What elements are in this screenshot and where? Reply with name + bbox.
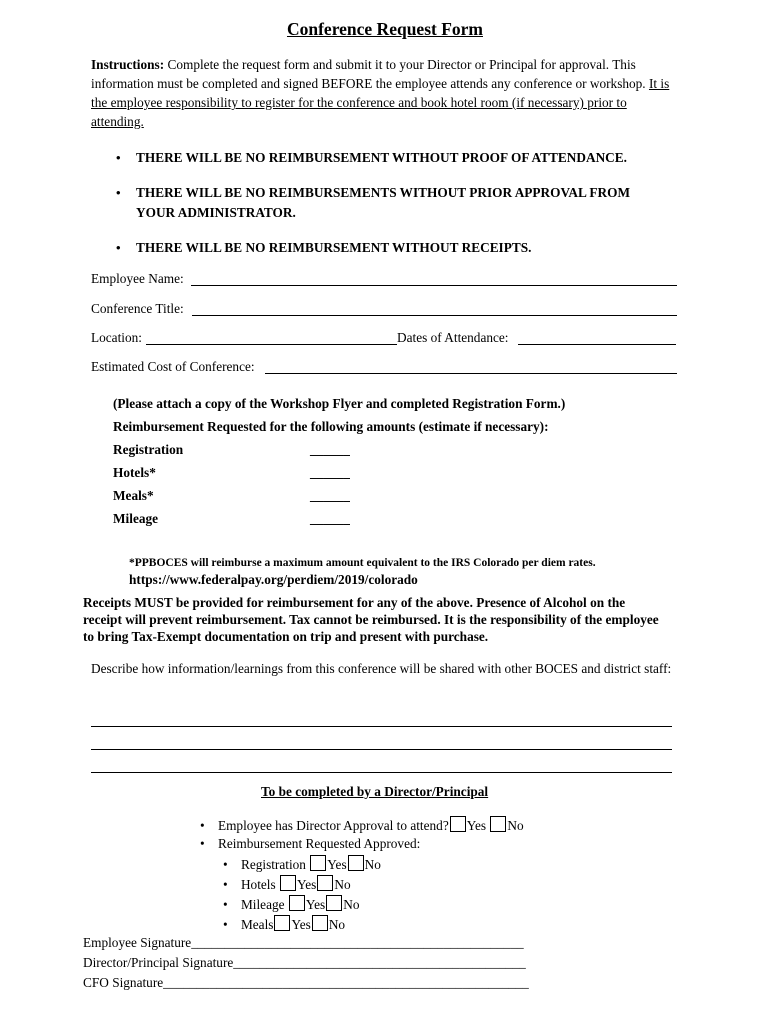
instructions-label: Instructions: <box>91 57 165 72</box>
per-diem-url[interactable]: https://www.federalpay.org/perdiem/2019/colorado <box>129 572 418 587</box>
director-signature-line[interactable]: Director/Principal Signature____________________________________________ <box>83 955 526 970</box>
bullet-icon: • <box>223 917 228 932</box>
dates-field[interactable] <box>518 344 676 345</box>
describe-line-2[interactable] <box>91 749 672 750</box>
location-label: Location: <box>91 330 142 345</box>
hotels-yes-checkbox[interactable] <box>280 875 296 891</box>
reimb-item-blank[interactable]: ______ <box>310 511 350 526</box>
reimbursement-header: Reimbursement Requested for the following amounts (estimate if necessary): <box>113 419 549 434</box>
director-section-heading: To be completed by a Director/Principal <box>261 784 489 799</box>
approval-item-registration: • Registration Yes No <box>223 857 381 872</box>
page-title: Conference Request Form <box>286 19 483 39</box>
registration-yes-checkbox[interactable] <box>310 855 326 871</box>
bullet-icon: • <box>116 185 121 200</box>
reimb-item-label: Mileage <box>113 511 159 526</box>
employee-name-field[interactable] <box>191 285 677 286</box>
approval-item-mileage: • Mileage Yes No <box>223 897 360 912</box>
cfo-signature-line[interactable]: CFO Signature_______________________________________________________ <box>83 975 529 990</box>
bullet-receipts: • THERE WILL BE NO REIMBURSEMENT WITHOUT RECEIPTS. <box>136 238 676 258</box>
attach-note: (Please attach a copy of the Workshop Flyer and completed Registration Form.) <box>113 396 566 411</box>
approval-item-meals: • Meals Yes No <box>223 917 346 932</box>
bullet-icon: • <box>223 857 228 872</box>
reimb-item-blank[interactable]: ______ <box>310 488 350 503</box>
dates-label: Dates of Attendance: <box>397 330 509 345</box>
approval-yes-checkbox[interactable] <box>450 816 466 832</box>
approval-item-hotels: • Hotels Yes No <box>223 877 351 892</box>
estimated-cost-label: Estimated Cost of Conference: <box>91 359 255 374</box>
reimb-item-blank[interactable]: ______ <box>310 442 350 457</box>
bullet-icon: • <box>200 818 205 833</box>
mileage-yes-checkbox[interactable] <box>289 895 305 911</box>
bullet-icon: • <box>116 150 121 165</box>
describe-prompt: Describe how information/learnings from this conference will be shared with other BOCES and district staff: <box>91 661 672 676</box>
location-field[interactable] <box>146 344 397 345</box>
conference-title-field[interactable] <box>192 315 677 316</box>
bullet-icon: • <box>223 877 228 892</box>
reimb-item-label: Hotels* <box>113 465 156 480</box>
employee-name-label: Employee Name: <box>91 271 184 286</box>
per-diem-note: *PPBOCES will reimburse a maximum amount equivalent to the IRS Colorado per diem rates. <box>129 557 596 569</box>
approval-no-checkbox[interactable] <box>490 816 506 832</box>
reimb-item-label: Registration <box>113 442 184 457</box>
bullet-proof-of-attendance: • THERE WILL BE NO REIMBURSEMENT WITHOUT PROOF OF ATTENDANCE. <box>136 148 676 168</box>
instructions-text: Complete the request form and submit it to your Director or Principal for approval. This information must be completed and signed BEFORE the employee attends any conference or workshop. <box>91 57 649 91</box>
reimb-item-blank[interactable]: ______ <box>310 465 350 480</box>
reimb-approved-row: • Reimbursement Requested Approved: <box>200 836 421 851</box>
meals-yes-checkbox[interactable] <box>274 915 290 931</box>
bullet-icon: • <box>200 836 205 851</box>
approval-row: • Employee has Director Approval to attend? Yes No <box>200 818 524 833</box>
bullet-prior-approval: • THERE WILL BE NO REIMBURSEMENTS WITHOUT PRIOR APPROVAL FROM YOUR ADMINISTRATOR. <box>116 185 631 220</box>
instructions <box>91 55 671 131</box>
instructions-underlined: It is the employee responsibility to register for the conference and book hotel room (if necessary) prior to attending. <box>91 76 670 129</box>
receipts-note: Receipts MUST be provided for reimbursement for any of the above. Presence of Alcohol on the receipt will prevent reimbursement. Tax cannot be reimbursed. It is the responsibility of the employee to bring Tax-Exempt documentation on trip and present with purchase. <box>83 595 659 644</box>
registration-no-checkbox[interactable] <box>348 855 364 871</box>
reimb-item-label: Meals* <box>113 488 154 503</box>
estimated-cost-field[interactable] <box>265 373 677 374</box>
describe-line-1[interactable] <box>91 726 672 727</box>
employee-signature-line[interactable]: Employee Signature__________________________________________________ <box>83 935 524 950</box>
bullet-icon: • <box>223 897 228 912</box>
describe-line-3[interactable] <box>91 772 672 773</box>
mileage-no-checkbox[interactable] <box>326 895 342 911</box>
meals-no-checkbox[interactable] <box>312 915 328 931</box>
bullet-icon: • <box>116 240 121 255</box>
hotels-no-checkbox[interactable] <box>317 875 333 891</box>
conference-title-label: Conference Title: <box>91 301 184 316</box>
